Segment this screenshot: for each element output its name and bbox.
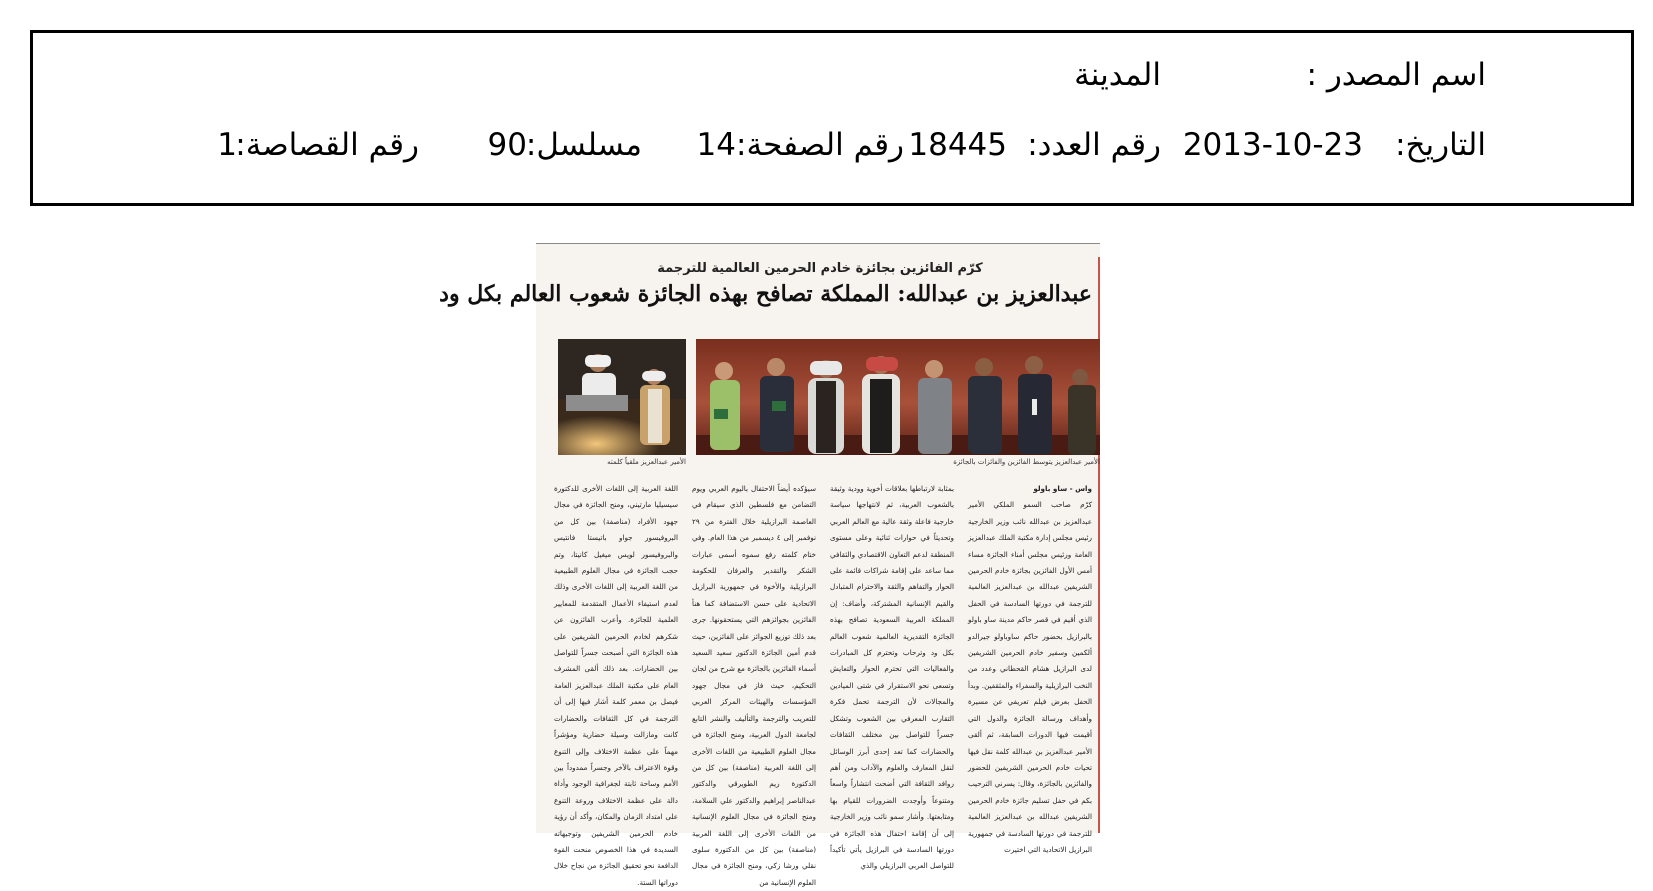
article-column-2-text: بمثابة لارتباطها بعلاقات أخوية وودية وثيقة بالشعوب العربية، ثم لانتهاجها سياسة خارجية فاعلة وثقة عالية مع العالم العربي وتحديثاً في حوارات ثنائية وعلى مستوى المنطقة لدعم التعاون الاقتصادي والثقافي مما ساعد على إقامة شراكات قائمة على الحوار والتفاهم والثقة والاحترام المتبادل والقيم الإنسانية المشتركة، وأضاف: إن المملكة العربية السعودية تصافح بهذه الجائزة التقديرية العالمية شعوب العالم بكل ود وترحاب وتحترم كل المبادرات والفعاليات التي تحترم الحوار والتعايش وتسعى نحو الاستقرار في شتى الميادين والمجالات لأن الترجمة تحمل فكرة التقارب المعرفي بين الشعوب وتشكل جسراً للتواصل بين مختلف الثقافات والحضارات كما تعد إحدى أبرز الوسائل لنقل المعارف والعلوم والآداب ومن أهم روافد الثقافة التي أضحت انتشاراً واسعاً ومتنوعاً وأوجدت الضرورات للقيام بها ومتابعتها. وأشار سمو نائب وزير الخارجية إلى أن إقامة احتفال هذه الجائزة في دورتها السادسة في البرازيل يأتي تأكيداً للتواصل العربي البرازيلي والذي [830, 484, 954, 871]
article-column-3 [692, 481, 817, 887]
source-label: اسم المصدر : [1306, 57, 1486, 93]
page-number-label: رقم الصفحة: [736, 127, 904, 163]
group-photo [696, 339, 1100, 455]
article-column-3-text: سيؤكده أيضاً الاحتفال باليوم العربي ويوم التضامن مع فلسطين الذي سيقام في العاصمة البرازيلية خلال الفترة من ٢٩ نوفمبر إلى ٤ ديسمبر من هذا العام. وفي ختام كلمته رفع سموه أسمى عبارات الشكر والتقدير والعرفان للحكومة البرازيلية والأخوة في جمهورية البرازيل الاتحادية على حسن الاستضافة كما هنأ الفائزين بجوائزهم التي يستحقونها. جرى بعد ذلك توزيع الجوائز على الفائزين، حيث قدم أمين الجائزة الدكتور سعيد السعيد أسماء الفائزين بالجائزة مع شرح من لجان التحكيم، حيث فاز في مجال جهود المؤسسات والهيئات المركز العربي للتعريب والترجمة والتأليف والنشر التابع لجامعة الدول العربية، ومنح الجائزة في مجال العلوم الطبيعية من اللغات الأخرى إلى اللغة العربية (مناصفة) بين كل من الدكتورة ريم الطويرقي والدكتور عبدالناصر إبراهيم والدكتور علي السلامة، ومنح الجائزة في مجال العلوم الإنسانية من اللغات الأخرى إلى اللغة العربية (مناصفة) بين كل من الدكتورة سلوى نقلي ورشا زكي، ومنح الجائزة في مجال العلوم الإنسانية من [692, 484, 817, 887]
date-value: 2013-10-23 [1182, 127, 1363, 163]
article-dateline: واس - ساو باولو [1033, 484, 1092, 493]
top-rule [536, 243, 1100, 244]
newspaper-clipping [439, 243, 1100, 887]
clip-number-value: 1 [217, 127, 237, 163]
clip-number-label: رقم القصاصة: [235, 127, 419, 163]
article-column-4-text: اللغة العربية إلى اللغات الأخرى للدكتورة سيسيليا مارتيني، ومنح الجائزة في مجال جهود الأفراد (مناصفة) بين كل من البروفيسور جواو باتيستا فانتيس والبروفيسور لويس ميغيل كانيتا، وتم حجب الجائزة في مجال العلوم الطبيعية من اللغة العربية إلى اللغات الأخرى وذلك لعدم استيفاء الأعمال المتقدمة للمعايير العلمية للجائزة. وأعرب الفائزون عن شكرهم لخادم الحرمين الشريفين على هذه الجائزة التي أصبحت جسراً للتواصل بين الحضارات. بعد ذلك ألقى المشرف العام على مكتبة الملك عبدالعزيز العامة فيصل بن معمر كلمة أشار فيها إلى أن الترجمة في كل الثقافات والحضارات كانت ومازالت وسيلة حضارية ومؤشراً مهماً على عظمة الاختلاف وإلى التنوع وقوة الاعتراف بالآخر وجسراً ممدوداً بين الأمم وساحة ثابتة لجغرافية الوجود وأداة دالة على عظمة الاختلاف وروعة التنوع على امتداد الزمان والمكان، وأكد أن رؤية خادم الحرمين الشريفين وتوجيهاته السديدة في هذا الخصوص منحت القوة الدافعة نحو تحقيق الجائزة من نجاح خلال دوراتها الستة. [554, 484, 678, 887]
page-number-value: 14 [696, 127, 736, 163]
date-label: التاريخ: [1395, 127, 1486, 163]
article-column-1-text: كرّم صاحب السمو الملكي الأمير عبدالعزيز بن عبدالله نائب وزير الخارجية رئيس مجلس إدارة مكتبة الملك عبدالعزيز العامة ورئيس مجلس أمناء الجائزة مساء أمس الأول الفائزين بجائزة خادم الحرمين الشريفين عبدالله بن عبدالعزيز العالمية للترجمة في دورتها السادسة في الحفل الذي أقيم في قصر حاكم مدينة ساو باولو بالبرازيل بحضور حاكم ساوباولو جيرالدو ألكمين وسفير خادم الحرمين الشريفين لدى البرازيل هشام القحطاني وعدد من النخب البرازيلية والسفراء والمثقفين. وبدأ الحفل بعرض فيلم تعريفي عن مسيرة وأهداف ورسالة الجائزة والدول التي أقيمت فيها الدورات السابقة، ثم ألقى الأمير عبدالعزيز بن عبدالله كلمة نقل فيها تحيات خادم الحرمين الشريفين للحضور والفائزين بالجائزة، وقال: يسرني الترحيب بكم في حفل تسليم جائزة خادم الحرمين الشريفين عبدالله بن عبدالعزيز العالمية للترجمة في دورتها السادسة في جمهورية البرازيل الاتحادية التي اختيرت [968, 500, 1092, 854]
serial-value: 90 [487, 127, 527, 163]
source-info-box [30, 30, 1634, 206]
issue-value: 18445 [908, 127, 1007, 163]
group-photo-caption: الأمير عبدالعزيز يتوسط الفائزين والفائزات بالجائزة [953, 458, 1100, 466]
article-headline: عبدالعزيز بن عبدالله: المملكة تصافح بهذه الجائزة شعوب العالم بكل ود [439, 281, 1092, 307]
speaker-photo [558, 339, 686, 455]
article-column-2 [830, 481, 954, 871]
issue-label: رقم العدد: [1027, 127, 1161, 163]
article-column-4 [554, 481, 678, 887]
source-value: المدينة [1074, 57, 1161, 93]
speaker-photo-caption: الأمير عبدالعزيز ملقياً كلمته [607, 458, 686, 466]
article-kicker: كرّم الفائزين بجائزة خادم الحرمين العالمية للترجمة [657, 261, 983, 276]
serial-label: مسلسل: [525, 127, 642, 163]
article-column-1 [968, 481, 1092, 854]
